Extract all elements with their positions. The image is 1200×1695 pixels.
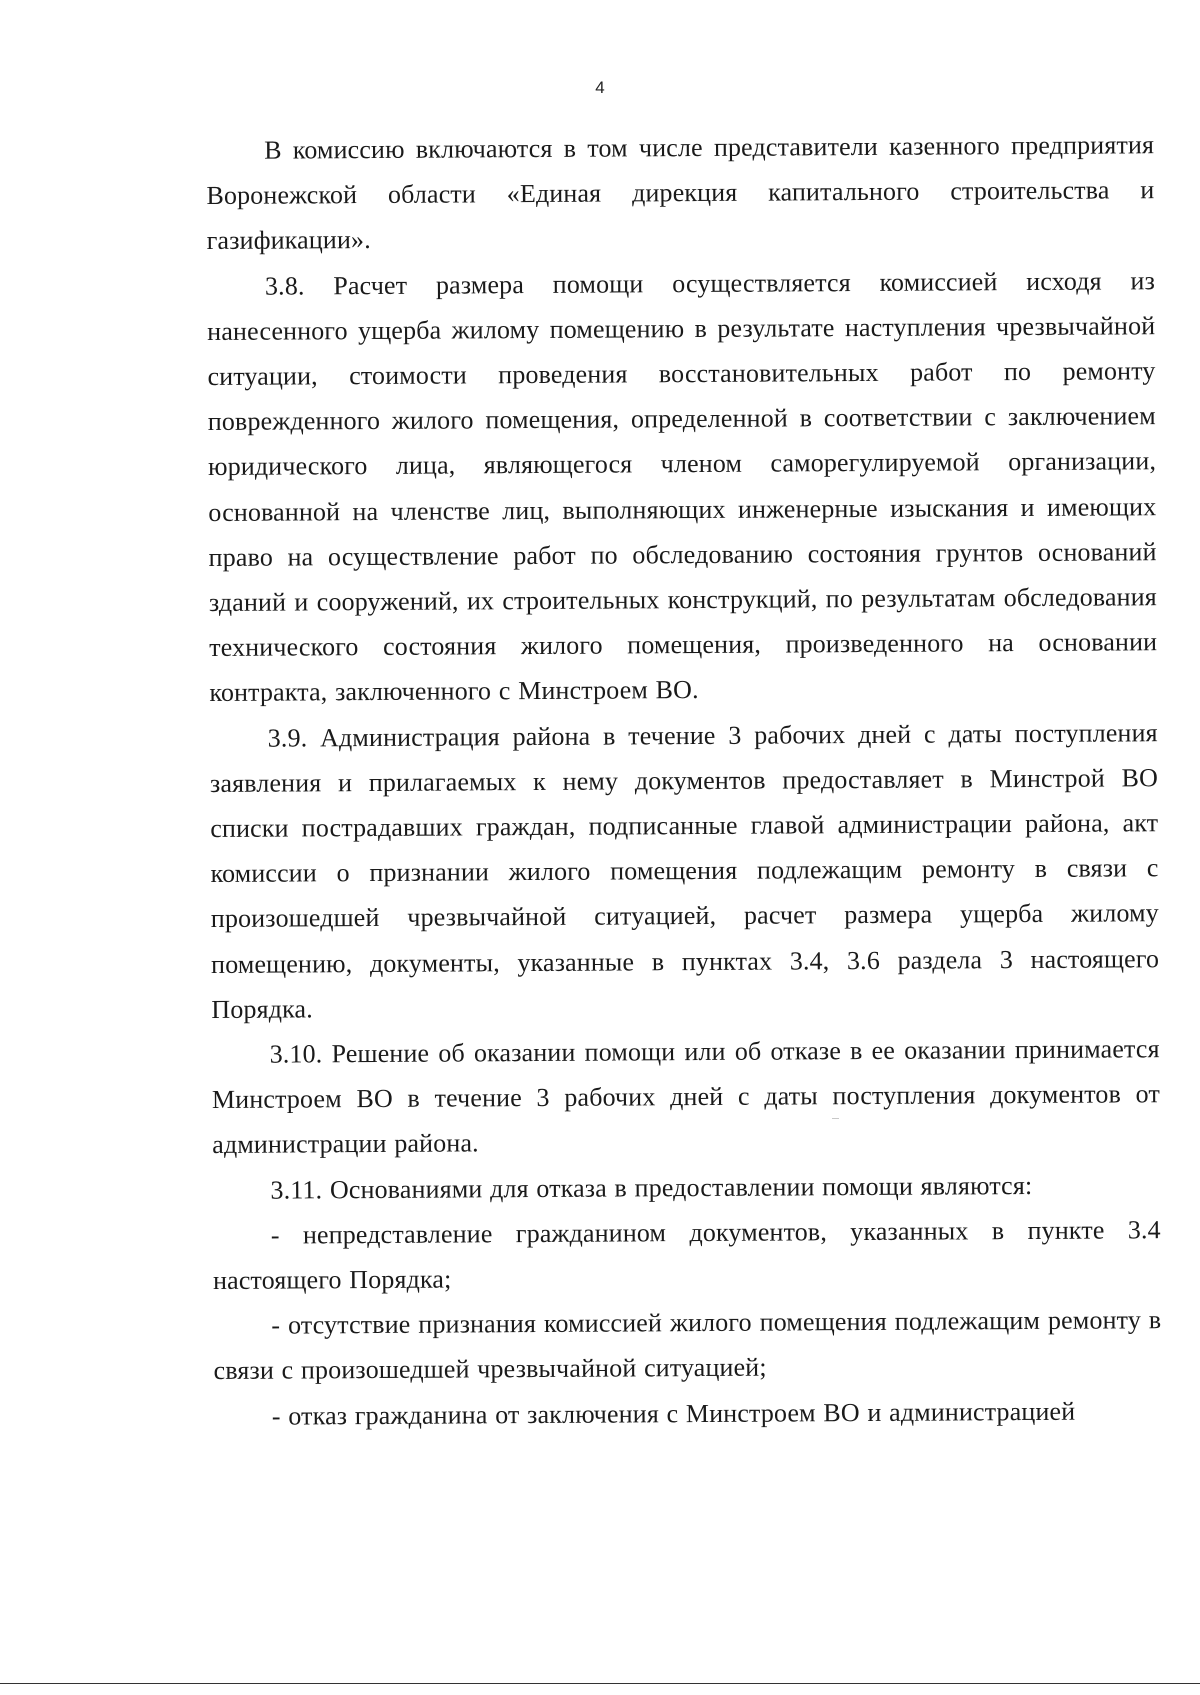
list-item-no-recognition: - отсутствие признания комиссией жилого помещения подлежащим ремонту в связи с произошедшей чрезвычайной ситуацией;: [213, 1305, 1162, 1386]
paragraph-3-11-refusal-grounds: 3.11. Основаниями для отказа в предоставлении помощи являются:: [270, 1170, 1033, 1205]
paragraph-commission-members: В комиссию включаются в том числе представители казенного предприятия Воронежской области «Единая дирекция капитального строительства и газификации».: [206, 130, 1155, 256]
paragraph-3-8-damage-calculation: 3.8. Расчет размера помощи осуществляется комиссией исходя из нанесенного ущерба жилому помещению в результате наступления чрезвычайной ситуации, стоимости проведения восстановительных работ по ремонту поврежденного жилого помещения, определенной в соответствии с заключением юридического лица, являющегося членом саморегулируемой организации, основанной на членстве лиц, выполняющих инженерные изыскания и имеющих право на осуществление работ по обследованию состояния грунтов оснований зданий и сооружений, их строительных конструкций, по результатам обследования технического состояния жилого помещения, произведенного на основании контракта, заключенного с Минстроем ВО.: [207, 265, 1158, 708]
list-item-refusal-contract: - отказ гражданина от заключения с Минстроем ВО и администрацией: [271, 1396, 1076, 1431]
document-body: [206, 122, 1162, 1439]
page-number: 4: [595, 78, 605, 97]
paragraph-3-9-district-administration: 3.9. Администрация района в течение 3 рабочих дней с даты поступления заявления и прилагаемых к нему документов предоставляет в Минстрой ВО списки пострадавших граждан, подписанные главой администрации района, акт комиссии о признании жилого помещения подлежащим ремонту в связи с произошедшей чрезвычайной ситуацией, расчет размера ущерба жилому помещению, документы, указанные в пунктах 3.4, 3.6 раздела 3 настоящего Порядка.: [209, 717, 1160, 1024]
page-bottom-edge-line: [0, 1683, 1200, 1684]
paragraph-3-10-decision: 3.10. Решение об оказании помощи или об отказе в ее оказании принимается Минстроем ВО в течение 3 рабочих дней с даты поступления документов от администрации района.: [211, 1034, 1161, 1160]
list-item-no-documents: - непредставление гражданином документов, указанных в пункте 3.4 настоящего Порядка;: [212, 1215, 1161, 1296]
scan-artifact-mark: [832, 1118, 839, 1119]
